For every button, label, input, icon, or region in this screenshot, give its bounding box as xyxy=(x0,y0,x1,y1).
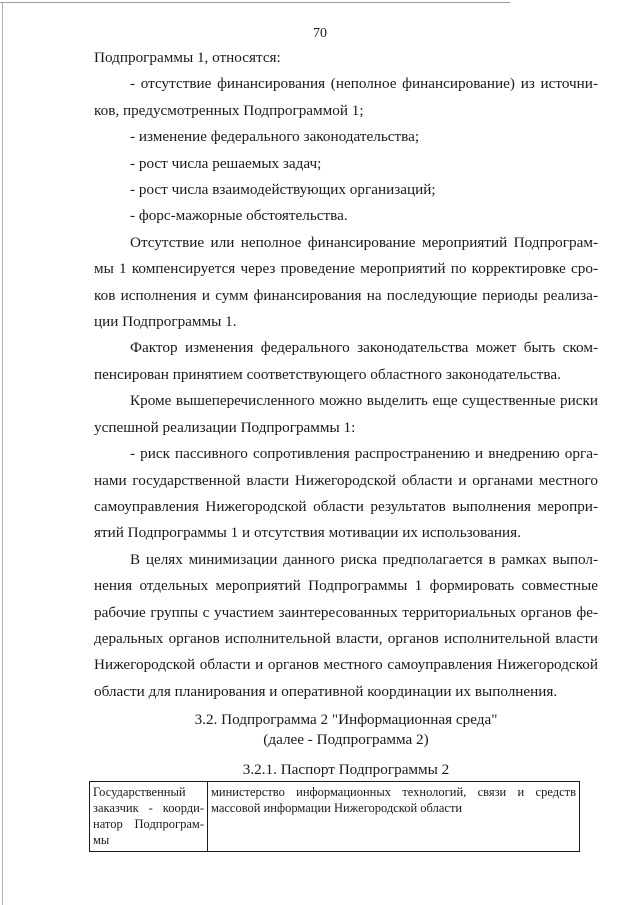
table-row xyxy=(90,782,580,852)
page-number: 70 xyxy=(313,26,327,41)
table-cell-value: министерство информационных технологий, связи и средств массовой информации Нижегородской области xyxy=(208,782,580,852)
section-heading-line: 3.2. Подпрограмма 2 "Информационная среда" xyxy=(194,711,498,728)
table-cell-label: Государственный заказчик - координатор Подпрограммы xyxy=(90,782,208,852)
list-item-paragraph: - форс-мажорные обстоятельства. xyxy=(130,207,348,225)
page-left-edge xyxy=(2,2,3,905)
passport-heading: 3.2.1. Паспорт Подпрограммы 2 xyxy=(242,761,450,778)
passport-table xyxy=(89,781,580,852)
page-top-edge xyxy=(0,2,510,3)
list-item-paragraph: - отсутствие финансирования (неполное финансирование) из источников, предусмотренных Подпрограммой 1; xyxy=(94,75,598,119)
paragraph: Фактор изменения федерального законодательства может быть скомпенсирован принятием соответствующего областного законодательства. xyxy=(94,339,598,383)
paragraph: Кроме вышеперечисленного можно выделить еще существенные риски успешной реализации Подпрограммы 1: xyxy=(94,392,598,436)
paragraph: Подпрограммы 1, относятся: xyxy=(94,49,281,66)
list-item-paragraph: - риск пассивного сопротивления распространению и внедрению органами государственной власти Нижегородской области и органами местного самоуправления Нижегородской области результатов выполнения мероприятий Подпрограммы 1 и отсутствия мотивации их использования. xyxy=(94,445,598,542)
document-body xyxy=(94,45,598,705)
list-item-paragraph: - рост числа взаимодействующих организаций; xyxy=(130,181,436,199)
paragraph: Отсутствие или неполное финансирование мероприятий Подпрограммы 1 компенсируется через проведение мероприятий по корректировке сроков исполнения и сумм финансирования на последующие периоды реализации Подпрограммы 1. xyxy=(94,233,598,331)
list-item-paragraph: - изменение федерального законодательства; xyxy=(130,128,420,146)
section-heading xyxy=(94,710,598,750)
paragraph: В целях минимизации данного риска предполагается в рамках выполнения отдельных мероприятий Подпрограммы 1 формировать совместные рабочие группы с участием заинтересованных территориальных органов федеральных органов исполнительной власти, органов исполнительной власти Нижегородской области и органов местного самоуправления Нижегородской области для планирования и оперативной координации их выполнения. xyxy=(94,550,598,700)
list-item-paragraph: - рост числа решаемых задач; xyxy=(130,154,322,172)
section-heading-subline: (далее - Подпрограмма 2) xyxy=(263,731,429,748)
